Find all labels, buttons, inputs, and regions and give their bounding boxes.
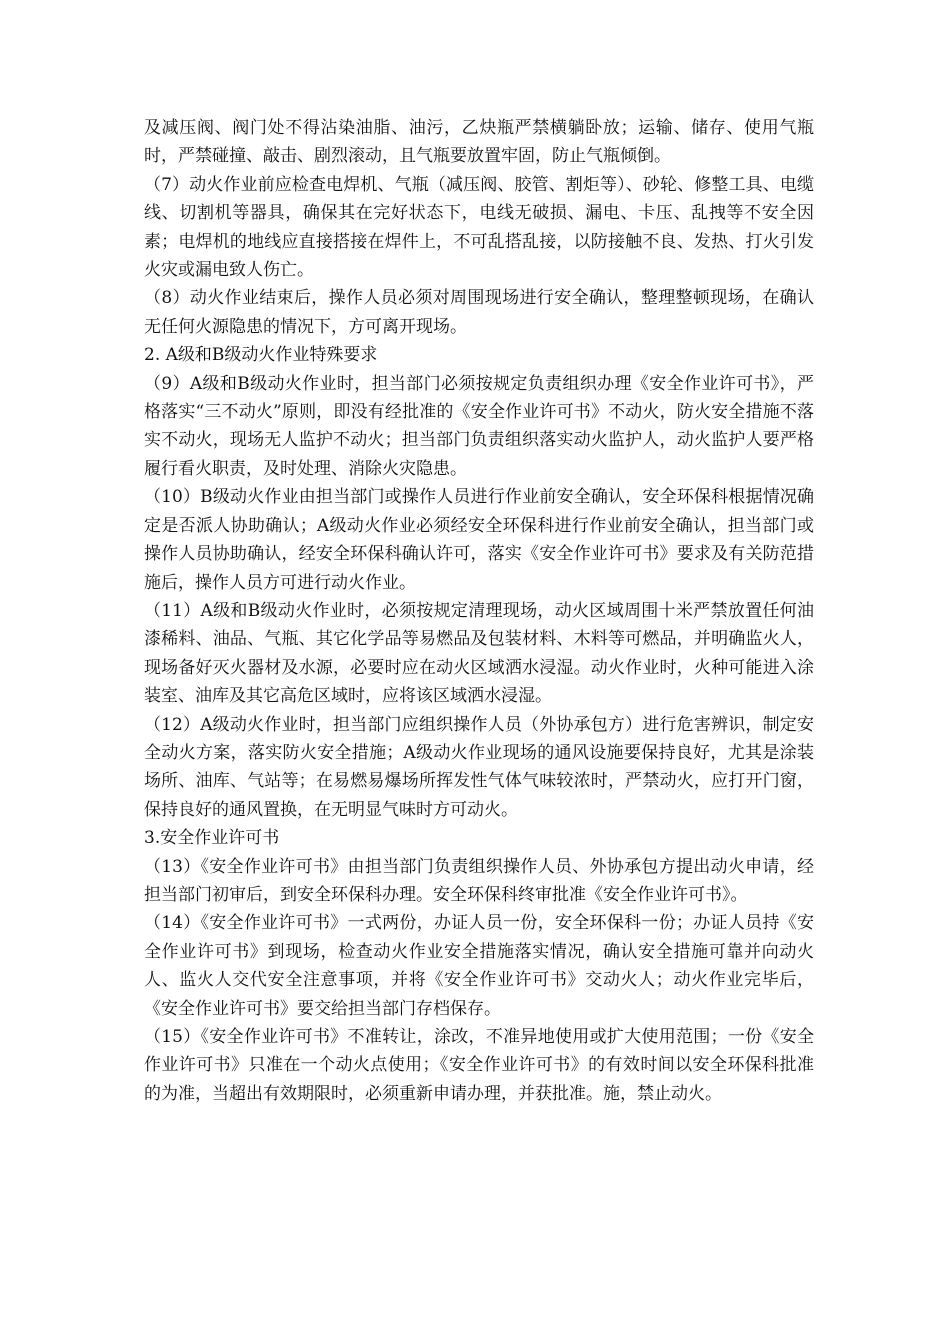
- paragraph-item-14: （14）《安全作业许可书》一式两份，办证人员一份，安全环保科一份；办证人员持《安全作业许可书》到现场，检查动火作业安全措施落实情况，确认安全措施可靠并向动火人、监火人交代安全注意事项，并将《安全作业许可书》交动火人；动火作业完毕后，《安全作业许可书》要交给担当部门存档保存。: [144, 913, 814, 1019]
- section-heading-2: 2. A级和B级动火作业特殊要求: [144, 345, 378, 366]
- paragraph-item-15: （15）《安全作业许可书》不准转让，涂改，不准异地使用或扩大使用范围；一份《安全作业许可书》只准在一个动火点使用；《安全作业许可书》的有效时间以安全环保科批准的为准，当超出有效期限时，必须重新申请办理，并获批准。施，禁止动火。: [144, 1027, 814, 1104]
- paragraph-item-11: （11）A级和B级动火作业时，必须按规定清理现场，动火区域周围十米严禁放置任何油漆稀料、油品、气瓶、其它化学品等易燃品及包装材料、木料等可燃品，并明确监火人，现场备好灭火器材及水源，必要时应在动火区域洒水浸湿。动火作业时，火种可能进入涂装室、油库及其它高危区域时，应将该区域洒水浸湿。: [144, 600, 814, 707]
- paragraph-item-9: （9）A级和B级动火作业时，担当部门必须按规定负责组织办理《安全作业许可书》，严格落实“三不动火”原则，即没有经批准的《安全作业许可书》不动火，防火安全措施不落实不动火，现场无人监护不动火；担当部门负责组织落实动火监护人，动火监护人要严格履行看火职责，及时处理、消除火灾隐患。: [144, 373, 814, 479]
- paragraph-gas-cylinder-handling: 及减压阀、阀门处不得沾染油脂、油污，乙炔瓶严禁横躺卧放；运输、储存、使用气瓶时，严禁碰撞、敲击、剧烈滚动，且气瓶要放置牢固，防止气瓶倾倒。: [144, 118, 814, 167]
- paragraph-item-7: （7）动火作业前应检查电焊机、气瓶（减压阀、胶管、割炬等）、砂轮、修整工具、电缆线、切割机等器具，确保其在完好状态下，电线无破损、漏电、卡压、乱拽等不安全因素；电焊机的地线应直接搭接在焊件上，不可乱搭乱接，以防接触不良、发热、打火引发火灾或漏电致人伤亡。: [144, 174, 814, 281]
- paragraph-item-12: （12）A级动火作业时，担当部门应组织操作人员（外协承包方）进行危害辨识，制定安全动火方案，落实防火安全措施；A级动火作业现场的通风设施要保持良好，尤其是涂装场所、油库、气站等；在易燃易爆场所挥发性气体气味较浓时，严禁动火，应打开门窗，保持良好的通风置换，在无明显气味时方可动火。: [144, 714, 814, 820]
- document-body: [144, 114, 814, 1108]
- paragraph-item-10: （10）B级动火作业由担当部门或操作人员进行作业前安全确认，安全环保科根据情况确定是否派人协助确认；A级动火作业必须经安全环保科进行作业前安全确认，担当部门或操作人员协助确认，经安全环保科确认许可，落实《安全作业许可书》要求及有关防范措施后，操作人员方可进行动火作业。: [144, 487, 814, 593]
- section-heading-3: 3.安全作业许可书: [144, 828, 280, 849]
- paragraph-item-8: （8）动火作业结束后，操作人员必须对周围现场进行安全确认，整理整顿现场，在确认无任何火源隐患的情况下，方可离开现场。: [144, 288, 814, 337]
- paragraph-item-13: （13）《安全作业许可书》由担当部门负责组织操作人员、外协承包方提出动火申请，经担当部门初审后，到安全环保科办理。安全环保科终审批准《安全作业许可书》。: [144, 856, 814, 905]
